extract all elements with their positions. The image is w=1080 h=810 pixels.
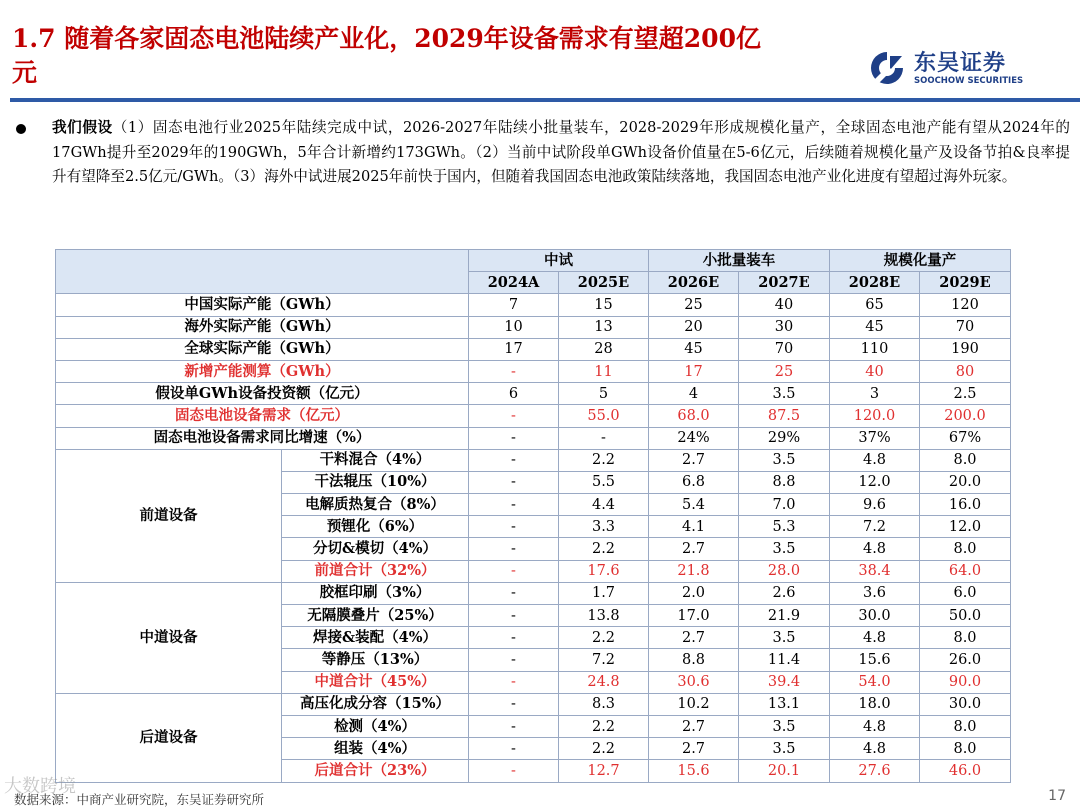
logo-text-en: SOOCHOW SECURITIES [914,76,1024,86]
year-header: 2025E [559,272,649,294]
table-cell: 55.0 [559,405,649,427]
table-cell: 90.0 [920,671,1011,693]
table-cell: 7.2 [559,649,649,671]
table-cell: 37% [830,427,920,449]
table-cell: 3.3 [559,516,649,538]
table-cell: 7.2 [830,516,920,538]
table-cell: 190 [920,338,1011,360]
table-cell: 4.4 [559,494,649,516]
table-cell: 11 [559,360,649,382]
table-cell: 4.8 [830,715,920,737]
table-cell: 30.0 [920,693,1011,715]
row-label: 假设单GWh设备投资额（亿元） [56,383,469,405]
table-cell: 68.0 [649,405,739,427]
table-cell: 3.5 [739,383,830,405]
table-cell: 5 [559,383,649,405]
table-cell: - [469,560,559,582]
stage-header: 小批量装车 [649,250,830,272]
table-cell: 87.5 [739,405,830,427]
table-cell: 15.6 [830,649,920,671]
table-cell: 2.7 [649,449,739,471]
table-cell: 2.2 [559,627,649,649]
row-label: 中道合计（45%） [282,671,469,693]
row-label: 干法辊压（10%） [282,471,469,493]
table-cell: 67% [920,427,1011,449]
table-cell: 21.9 [739,605,830,627]
row-label: 无隔膜叠片（25%） [282,605,469,627]
table-cell: - [469,405,559,427]
table-cell: 20 [649,316,739,338]
table-cell: 4.8 [830,738,920,760]
table-cell: 120 [920,294,1011,316]
row-label: 海外实际产能（GWh） [56,316,469,338]
equipment-demand-table [55,249,1011,783]
table-cell: - [469,427,559,449]
table-cell: - [469,360,559,382]
table-cell: 25 [649,294,739,316]
page-title: 1.7 随着各家固态电池陆续产业化，2029年设备需求有望超200亿元 [12,24,761,87]
row-label: 预锂化（6%） [282,516,469,538]
soochow-logo-icon [868,50,906,86]
table-cell: 3.5 [739,715,830,737]
group-label: 后道设备 [56,693,282,782]
table-cell: 8.0 [920,449,1011,471]
table-cell: 3.5 [739,738,830,760]
table-cell: 40 [739,294,830,316]
table-cell: 18.0 [830,693,920,715]
table-cell: 50.0 [920,605,1011,627]
row-label: 固态电池设备需求同比增速（%） [56,427,469,449]
table-cell: 2.2 [559,738,649,760]
table-cell: 120.0 [830,405,920,427]
table-row [56,360,1011,382]
assumption-lead: 我们假设 [52,119,113,136]
table-cell: 200.0 [920,405,1011,427]
table-cell: 30.6 [649,671,739,693]
year-header: 2029E [920,272,1011,294]
table-cell: 4.8 [830,538,920,560]
table-cell: - [469,693,559,715]
table-cell: - [469,449,559,471]
table-header-stage-row [56,250,1011,272]
row-label: 全球实际产能（GWh） [56,338,469,360]
header-divider [10,98,1080,102]
table-cell: 15.6 [649,760,739,782]
table-cell: - [469,516,559,538]
table-cell: 1.7 [559,582,649,604]
table-cell: 6.8 [649,471,739,493]
table-cell: 8.3 [559,693,649,715]
table-cell: 45 [830,316,920,338]
table-cell: 13.1 [739,693,830,715]
table-cell: 24% [649,427,739,449]
table-cell: 2.6 [739,582,830,604]
table-row [56,427,1011,449]
table-cell: 70 [739,338,830,360]
table-cell: 28 [559,338,649,360]
table-cell: 5.3 [739,516,830,538]
table-cell: 11.4 [739,649,830,671]
table-cell: 2.7 [649,715,739,737]
table-cell: 29% [739,427,830,449]
table-cell: 70 [920,316,1011,338]
row-label: 检测（4%） [282,715,469,737]
table-row [56,294,1011,316]
table-cell: 65 [830,294,920,316]
header-blank-cell [56,250,469,294]
table-cell: 8.8 [649,649,739,671]
table-cell: - [469,760,559,782]
table-cell: - [469,605,559,627]
table-cell: 8.0 [920,738,1011,760]
group-label: 中道设备 [56,582,282,693]
assumption-paragraph [52,116,1070,190]
row-label: 焊接&装配（4%） [282,627,469,649]
table-row [56,316,1011,338]
table-cell: 30 [739,316,830,338]
table-cell: 6 [469,383,559,405]
assumption-bullet [14,116,1070,190]
table-cell: - [469,494,559,516]
row-label: 组装（4%） [282,738,469,760]
table-cell: 5.5 [559,471,649,493]
table-cell: 64.0 [920,560,1011,582]
table-cell: 4.8 [830,449,920,471]
table-cell: 40 [830,360,920,382]
table-cell: 17 [649,360,739,382]
table-cell: 17.6 [559,560,649,582]
table-cell: 5.4 [649,494,739,516]
table-cell: 20.0 [920,471,1011,493]
table-cell: 27.6 [830,760,920,782]
table-cell: 2.7 [649,738,739,760]
table-row [56,383,1011,405]
table-cell: 20.1 [739,760,830,782]
row-label: 等静压（13%） [282,649,469,671]
table-cell: 38.4 [830,560,920,582]
table-cell: 2.7 [649,538,739,560]
table-cell: 9.6 [830,494,920,516]
table-cell: - [469,738,559,760]
table-cell: 16.0 [920,494,1011,516]
watermark: 大数跨境 [4,776,76,797]
table-cell: 8.0 [920,538,1011,560]
table-cell: 3.5 [739,627,830,649]
table-cell: 4.8 [830,627,920,649]
table-cell: 2.7 [649,627,739,649]
table-cell: 110 [830,338,920,360]
row-label: 固态电池设备需求（亿元） [56,405,469,427]
table-cell: 15 [559,294,649,316]
table-cell: 21.8 [649,560,739,582]
table-cell: 24.8 [559,671,649,693]
table-cell: 3.5 [739,449,830,471]
table-cell: 12.7 [559,760,649,782]
company-logo [868,46,1038,90]
table-cell: 46.0 [920,760,1011,782]
table-cell: 30.0 [830,605,920,627]
table-cell: 2.5 [920,383,1011,405]
table-cell: - [469,715,559,737]
assumption-text: （1）固态电池行业2025年陆续完成中试，2026-2027年陆续小批量装车，2028-2029年形成规模化量产，全球固态电池产能有望从2024年的17GWh提升至2029年的190GWh，5年合计新增约173GWh。（2）当前中试阶段单GWh设备价值量在5-6亿元，后续随着规模化量产及设备节拍&良率提升有望降至2.5亿元/GWh。（3）海外中试进展2025年前快于国内，但随着我国固态电池政策陆续落地，我国固态电池产业化进度有望超过海外玩家。 [52,119,1070,185]
table-cell: 8.0 [920,715,1011,737]
table-cell: - [469,671,559,693]
table-row [56,693,1011,715]
row-label: 分切&模切（4%） [282,538,469,560]
row-label: 高压化成分容（15%） [282,693,469,715]
table-cell: 28.0 [739,560,830,582]
table-cell: 2.2 [559,449,649,471]
table-cell: 3.5 [739,538,830,560]
table-cell: 54.0 [830,671,920,693]
table-cell: - [469,627,559,649]
table-cell: 13.8 [559,605,649,627]
table-cell: - [469,471,559,493]
row-label: 电解质热复合（8%） [282,494,469,516]
table-cell: 12.0 [920,516,1011,538]
table-cell: 2.2 [559,715,649,737]
table-row [56,338,1011,360]
table-cell: 7.0 [739,494,830,516]
table-cell: 17 [469,338,559,360]
table-cell: 10.2 [649,693,739,715]
table-cell: - [469,538,559,560]
table-cell: 39.4 [739,671,830,693]
table-cell: 6.0 [920,582,1011,604]
group-label: 前道设备 [56,449,282,582]
stage-header: 规模化量产 [830,250,1011,272]
page-number: 17 [1048,788,1066,804]
row-label: 前道合计（32%） [282,560,469,582]
year-header: 2024A [469,272,559,294]
table-cell: 8.0 [920,627,1011,649]
table-cell: 12.0 [830,471,920,493]
table-cell: 26.0 [920,649,1011,671]
row-label: 干料混合（4%） [282,449,469,471]
table-cell: 8.8 [739,471,830,493]
table-cell: - [559,427,649,449]
table-row [56,582,1011,604]
year-header: 2026E [649,272,739,294]
table-cell: 25 [739,360,830,382]
data-source: 数据来源：中商产业研究院，东吴证券研究所 [14,792,265,807]
table-cell: 4 [649,383,739,405]
table-row [56,405,1011,427]
logo-text-cn: 东吴证券 [914,51,1007,76]
table-cell: 3 [830,383,920,405]
table-row [56,449,1011,471]
row-label: 新增产能测算（GWh） [56,360,469,382]
table-cell: 7 [469,294,559,316]
year-header: 2027E [739,272,830,294]
table-cell: 10 [469,316,559,338]
table-cell: 2.2 [559,538,649,560]
table-cell: 80 [920,360,1011,382]
table-cell: 2.0 [649,582,739,604]
row-label: 后道合计（23%） [282,760,469,782]
stage-header: 中试 [469,250,649,272]
year-header: 2028E [830,272,920,294]
bullet-dot-icon [16,124,26,134]
table-cell: 3.6 [830,582,920,604]
table-cell: 4.1 [649,516,739,538]
table-cell: - [469,649,559,671]
row-label: 胶框印刷（3%） [282,582,469,604]
table-cell: - [469,582,559,604]
table-cell: 17.0 [649,605,739,627]
table-cell: 45 [649,338,739,360]
table-cell: 13 [559,316,649,338]
row-label: 中国实际产能（GWh） [56,294,469,316]
